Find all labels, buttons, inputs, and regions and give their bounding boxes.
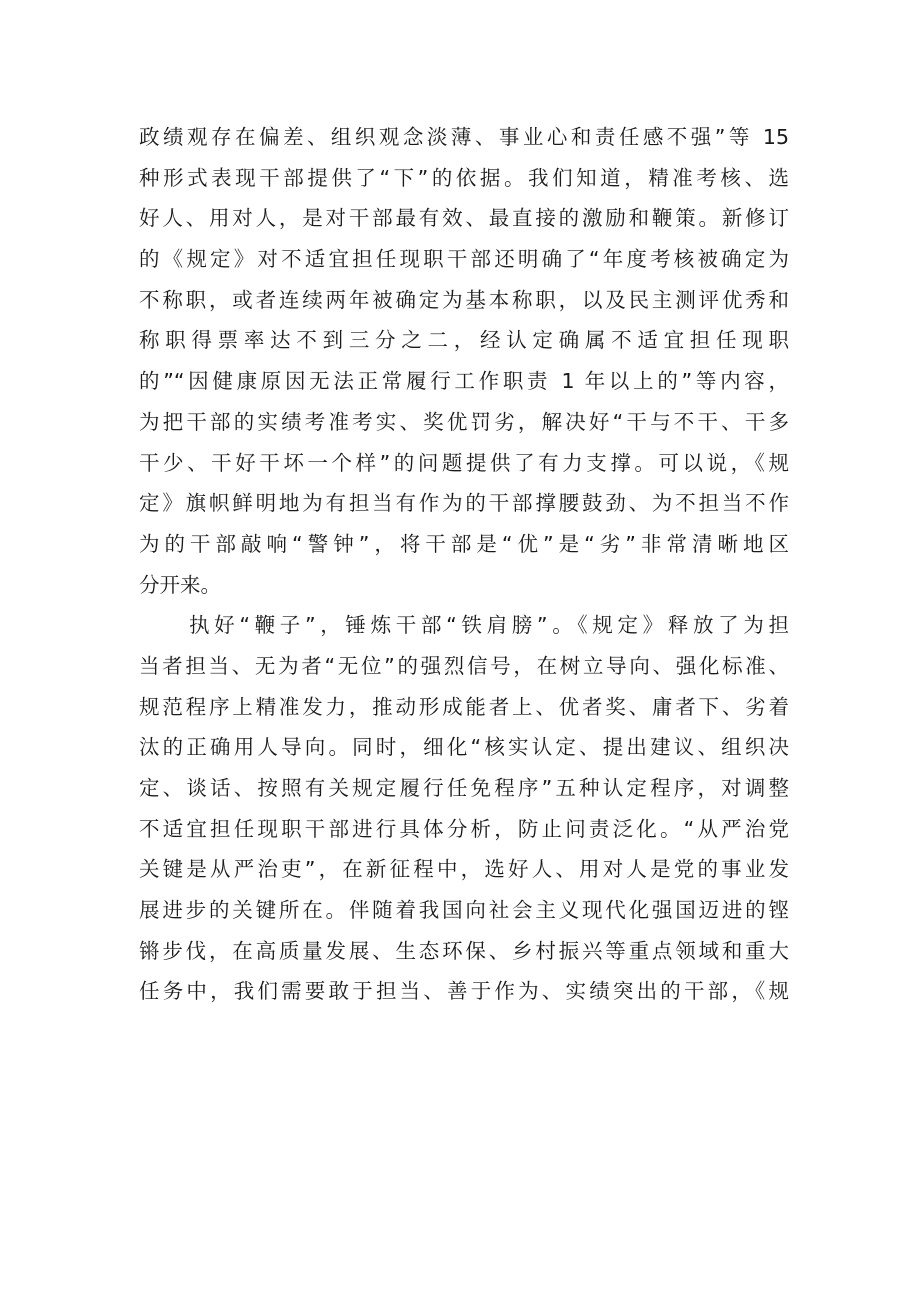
text-line: 称职得票率达不到三分之二，经认定确属不适宜担任现职 xyxy=(139,328,789,353)
text-line: 不适宜担任现职干部进行具体分析，防止问责泛化。“从严治党 xyxy=(139,816,789,841)
text-line: 不称职，或者连续两年被确定为基本称职，以及民主测评优秀和 xyxy=(139,287,789,312)
text-line: 干少、干好干坏一个样”的问题提供了有力支撑。可以说，《规 xyxy=(139,450,789,475)
text-line: 为的干部敲响“警钟”，将干部是“优”是“劣”非常清晰地区 xyxy=(139,531,789,556)
text-line: 任务中，我们需要敢于担当、善于作为、实绩突出的干部，《规 xyxy=(139,979,789,1004)
text-line: 锵步伐，在高质量发展、生态环保、乡村振兴等重点领域和重大 xyxy=(139,938,789,963)
text-line: 定、谈话、按照有关规定履行任免程序”五种认定程序，对调整 xyxy=(139,776,789,800)
paragraph-1 xyxy=(139,117,789,605)
text-line: 展进步的关键所在。伴随着我国向社会主义现代化强国迈进的铿 xyxy=(139,898,789,923)
text-line: 关键是从严治吏”，在新征程中，选好人、用对人是党的事业发 xyxy=(139,857,789,882)
text-line: 好人、用对人，是对干部最有效、最直接的激励和鞭策。新修订 xyxy=(139,206,789,231)
text-line: 分开来。 xyxy=(139,572,221,597)
text-line: 规范程序上精准发力，推动形成能者上、优者奖、庸者下、劣着 xyxy=(139,694,789,719)
text-line: 为把干部的实绩考准考实、奖优罚劣，解决好“干与不干、干多 xyxy=(139,409,789,434)
text-line: 的《规定》对不适宜担任现职干部还明确了“年度考核被确定为 xyxy=(139,247,789,272)
text-line: 执好“鞭子”，锤炼干部“铁肩膀”。《规定》释放了为担 xyxy=(189,613,789,638)
text-line: 的”“因健康原因无法正常履行工作职责 1 年以上的”等内容， xyxy=(139,369,789,394)
paragraph-2 xyxy=(139,605,789,1012)
text-line: 汰的正确用人导向。同时，细化“核实认定、提出建议、组织决 xyxy=(139,735,789,760)
text-line: 定》旗帜鲜明地为有担当有作为的干部撑腰鼓劲、为不担当不作 xyxy=(139,491,789,516)
text-line: 种形式表现干部提供了“下”的依据。我们知道，精准考核、选 xyxy=(139,165,789,190)
text-line: 当者担当、无为者“无位”的强烈信号，在树立导向、强化标准、 xyxy=(139,653,789,678)
text-line: 政绩观存在偏差、组织观念淡薄、事业心和责任感不强”等 15 xyxy=(139,125,789,149)
body-text xyxy=(139,117,789,1012)
